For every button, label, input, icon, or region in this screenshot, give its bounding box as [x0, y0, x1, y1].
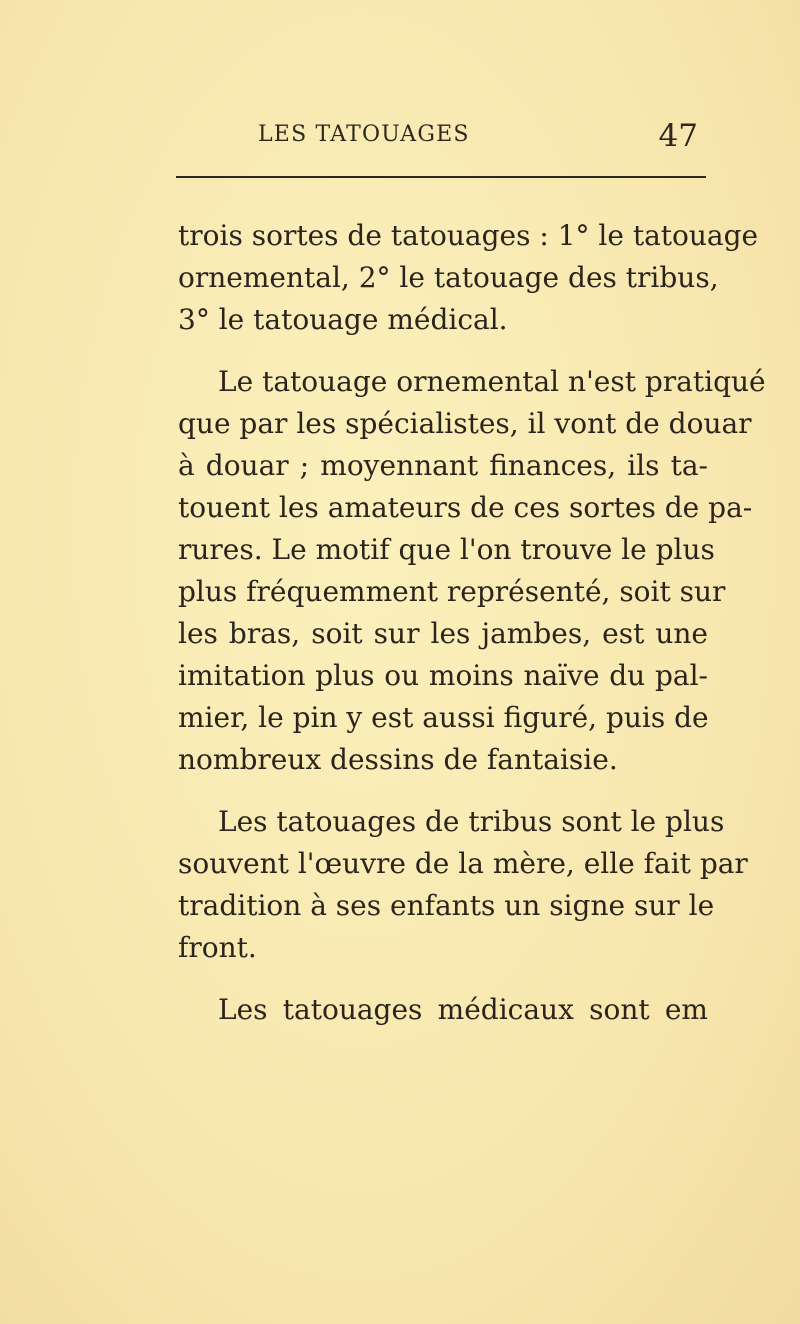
paragraph-3: [178, 801, 748, 969]
paragraph-4: [178, 989, 708, 1031]
text-line: front.: [178, 931, 257, 964]
header-rule: [176, 176, 706, 178]
running-title: LES TATOUAGES: [258, 122, 470, 147]
text-line: souvent l'œuvre de la mère, elle fait par: [178, 847, 748, 880]
body-text: [178, 215, 766, 1031]
text-line: touent les amateurs de ces sortes de pa-: [178, 491, 753, 524]
text-line: plus fréquemment représenté, soit sur: [178, 575, 726, 608]
running-head: [258, 118, 698, 158]
text-line: ornemental, 2° le tatouage des tribus,: [178, 261, 719, 294]
text-line: 3° le tatouage médical.: [178, 303, 508, 336]
text-line: mier, le pin y est aussi figuré, puis de: [178, 701, 709, 734]
text-line: Les tatouages de tribus sont le plus: [218, 805, 725, 838]
paragraph-1: [178, 215, 759, 341]
paragraph-2: [178, 361, 766, 781]
text-line: à douar ; moyennant finances, ils ta-: [178, 449, 708, 482]
text-line: les bras, soit sur les jambes, est une: [178, 617, 708, 650]
paragraph-gap: [178, 781, 708, 801]
text-line: Les tatouages médicaux sont em: [218, 993, 708, 1026]
text-line: imitation plus ou moins naïve du pal-: [178, 659, 708, 692]
text-line: rures. Le motif que l'on trouve le plus: [178, 533, 715, 566]
text-line: trois sortes de tatouages : 1° le tatouage: [178, 219, 759, 252]
paragraph-gap: [178, 969, 708, 989]
paragraph-gap: [178, 341, 708, 361]
text-line: que par les spécialistes, il vont de douar: [178, 407, 752, 440]
text-line: nombreux dessins de fantaisie.: [178, 743, 618, 776]
text-line: tradition à ses enfants un signe sur le: [178, 889, 715, 922]
text-line: Le tatouage ornemental n'est pratiqué: [218, 365, 766, 398]
page-number: 47: [658, 118, 698, 154]
